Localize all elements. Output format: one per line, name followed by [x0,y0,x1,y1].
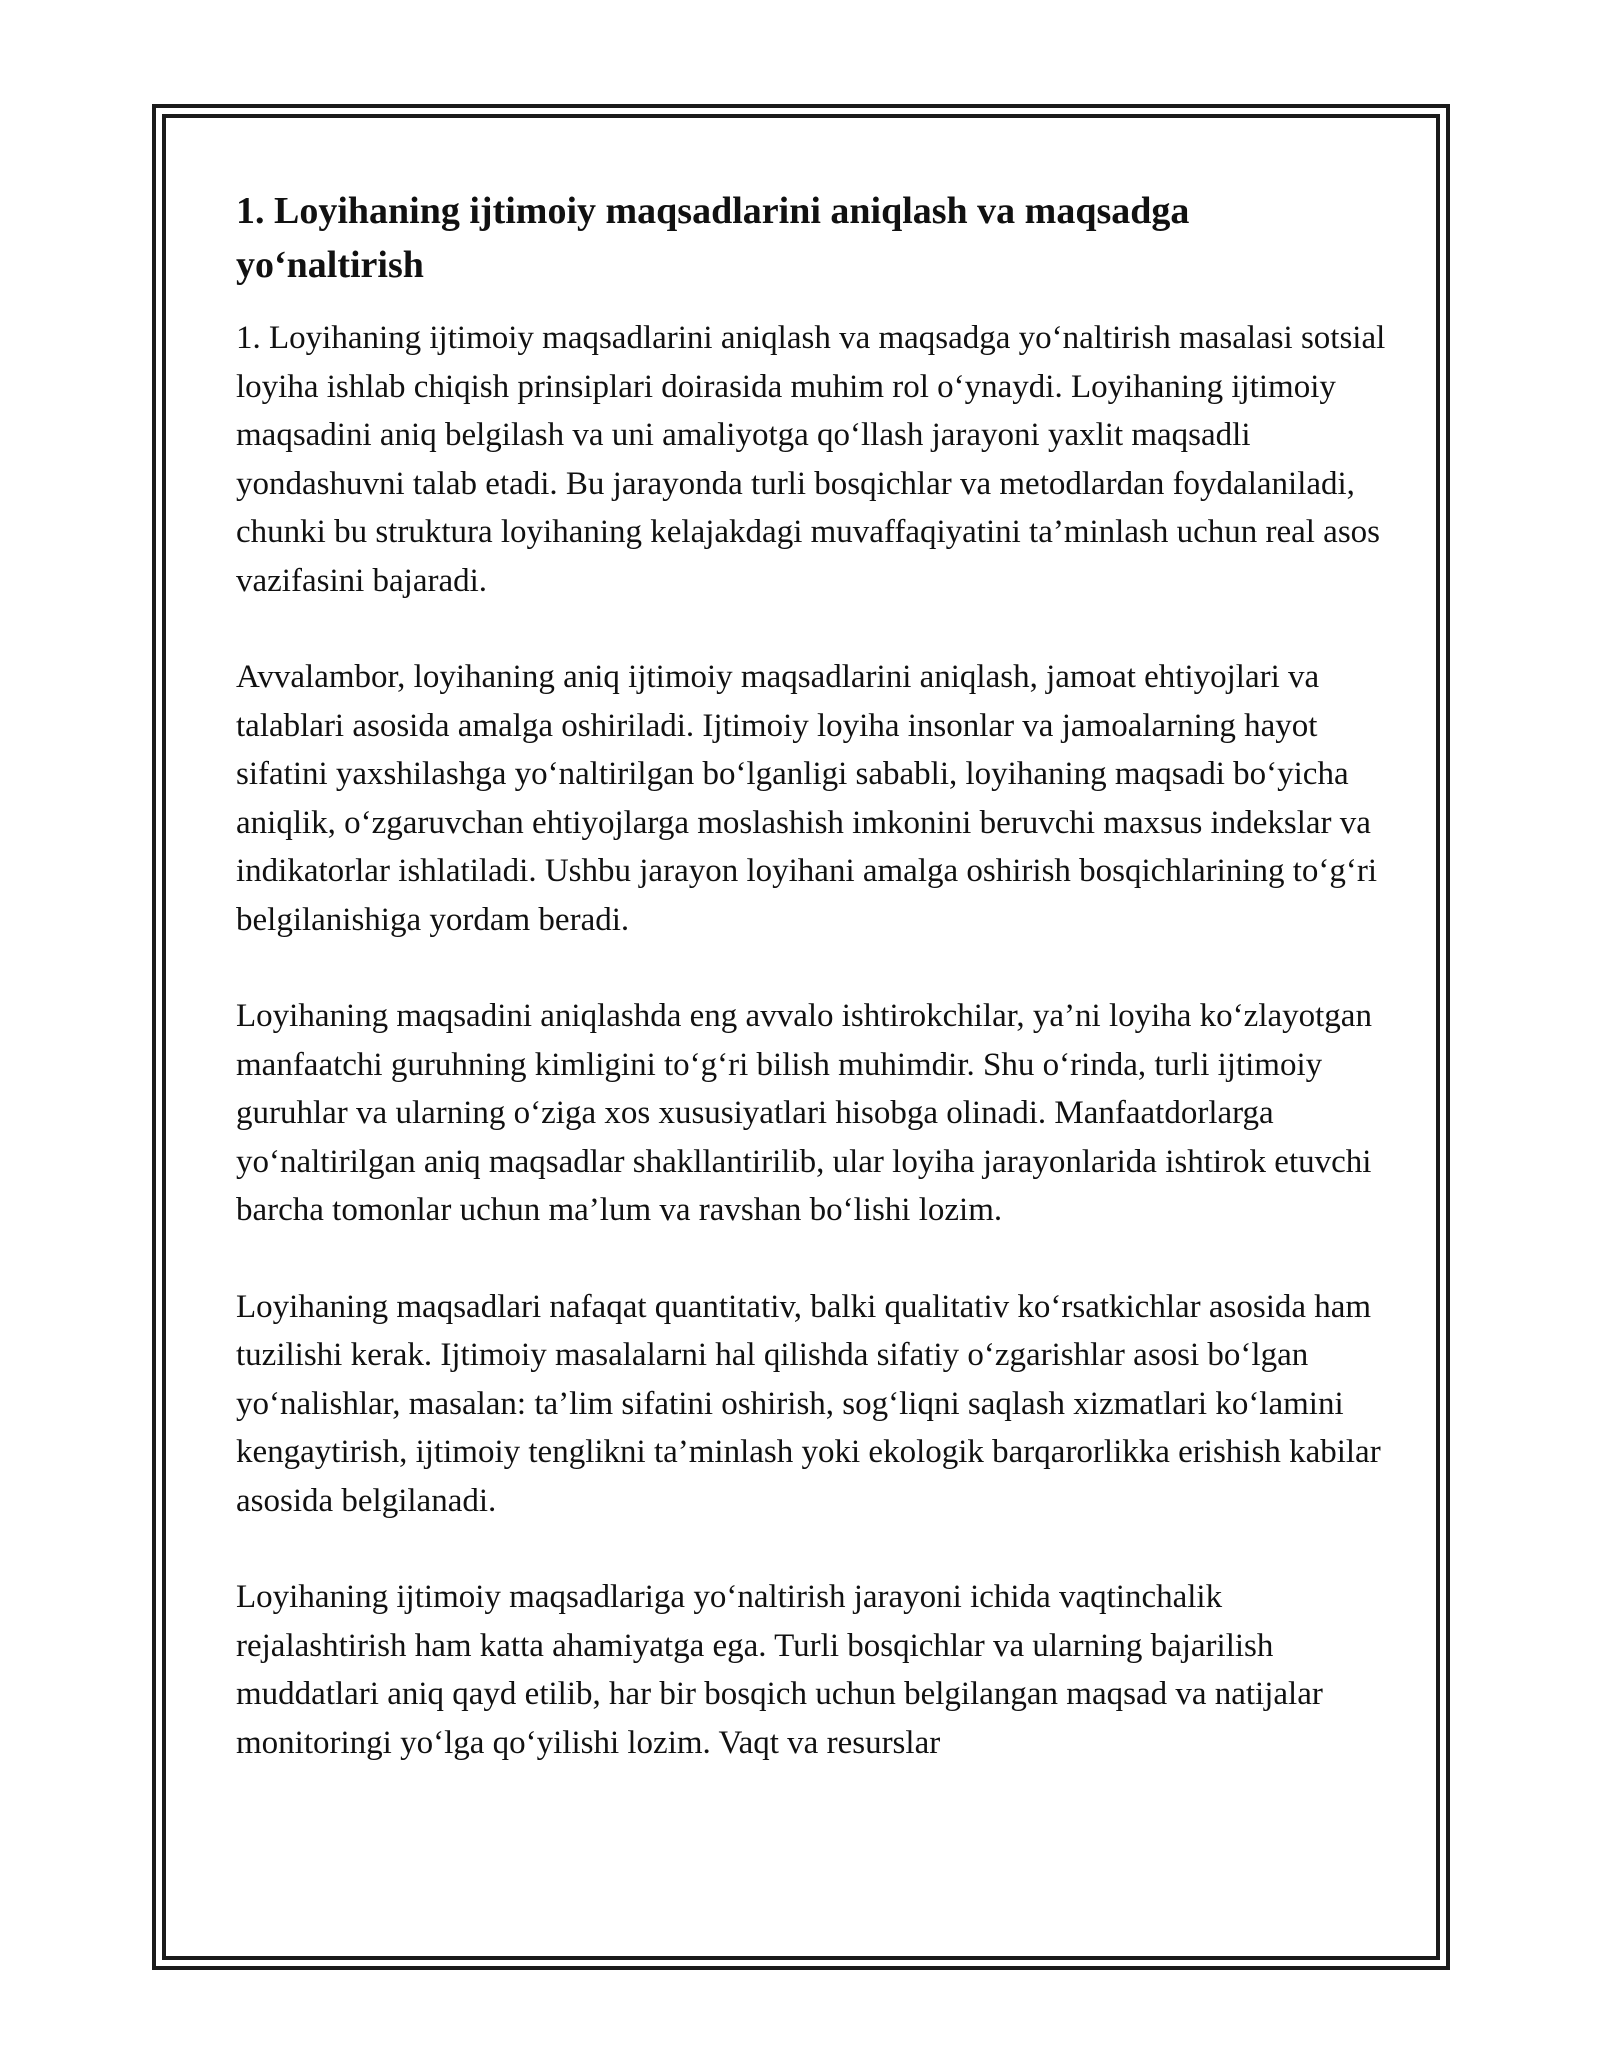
paragraph-4: Loyihaning maqsadlari nafaqat quantitativ, balki qualitativ ko‘rsatkichlar asosida ham tuzilishi kerak. Ijtimoiy masalalarni hal qilishda sifatiy o‘zgarishlar asosi bo‘lgan yo‘nalishlar, masalan: ta’lim sifatini oshirish, sog‘liqni saqlash xizmatlari ko‘lamini kengaytirish, ijtimoiy tenglikni ta’minlash yoki ekologik barqarorlikka erishish kabilar asosida belgilanadi. [236,1288,1381,1519]
paragraph-5: Loyihaning ijtimoiy maqsadlariga yo‘naltirish jarayoni ichida vaqtinchalik rejalashtirish ham katta ahamiyatga ega. Turli bosqichlar va ularning bajarilish muddatlari aniq qayd etilib, har bir bosqich uchun belgilangan maqsad va natijalar monitoringi yo‘lga qo‘yilishi lozim. Vaqt va resurslar [236,1579,1323,1761]
paragraph-1: 1. Loyihaning ijtimoiy maqsadlarini aniqlash va maqsadga yo‘naltirish masalasi sotsial loyiha ishlab chiqish prinsiplari doirasida muhim rol o‘ynaydi. Loyihaning ijtimoiy maqsadini aniq belgilash va uni amaliyotga qo‘llash jarayoni yaxlit maqsadli yondashuvni talab etadi. Bu jarayonda turli bosqichlar va metodlardan foydalaniladi, chunki bu struktura loyihaning kelajakdagi muvaffaqiyatini ta’minlash uchun real asos vazifasini bajaradi. [236,320,1386,599]
paragraph-2: Avvalambor, loyihaning aniq ijtimoiy maqsadlarini aniqlash, jamoat ehtiyojlari va talablari asosida amalga oshiriladi. Ijtimoiy loyiha insonlar va jamoalarning hayot sifatini yaxshilashga yo‘naltirilgan bo‘lganligi sababli, loyihaning maqsadi bo‘yicha aniqlik, o‘zgaruvchan ehtiyojlarga moslashish imkonini beruvchi maxsus indekslar va indikatorlar ishlatiladi. Ushbu jarayon loyihani amalga oshirish bosqichlarining to‘g‘ri belgilanishiga yordam beradi. [236,659,1378,938]
document-content [236,184,1386,1767]
paragraph-3: Loyihaning maqsadini aniqlashda eng avvalo ishtirokchilar, ya’ni loyiha ko‘zlayotgan manfaatchi guruhning kimligini to‘g‘ri bilish muhimdir. Shu o‘rinda, turli ijtimoiy guruhlar va ularning o‘ziga xos xususiyatlari hisobga olinadi. Manfaatdorlarga yo‘naltirilgan aniq maqsadlar shakllantirilib, ular loyiha jarayonlarida ishtirok etuvchi barcha tomonlar uchun ma’lum va ravshan bo‘lishi lozim. [236,998,1372,1228]
section-heading: 1. Loyihaning ijtimoiy maqsadlarini aniqlash va maqsadga yo‘naltirish [236,190,1190,286]
